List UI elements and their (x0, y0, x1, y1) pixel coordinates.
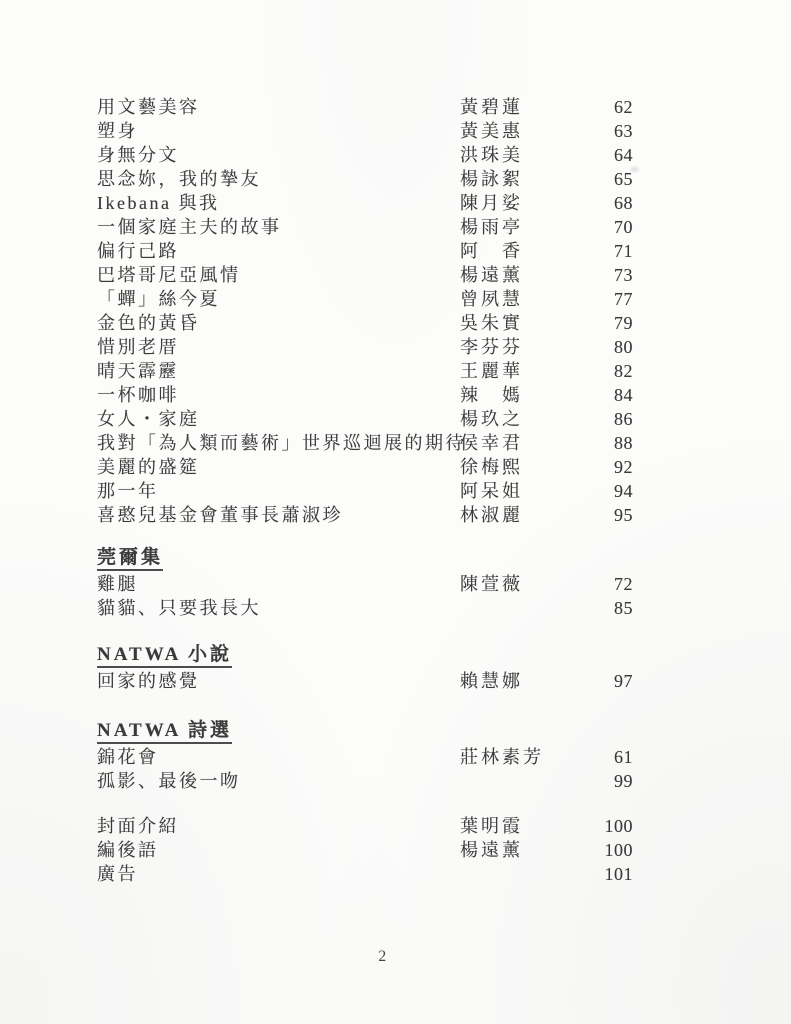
toc-item-author (460, 596, 588, 620)
toc-row (97, 383, 633, 407)
toc-item-page: 88 (614, 433, 633, 453)
toc-row (97, 407, 633, 431)
toc-item-page: 79 (614, 313, 633, 333)
toc-item-page: 65 (614, 169, 633, 189)
toc-item-author: 葉明霞 (460, 816, 523, 836)
toc-item-author: 楊詠絮 (460, 169, 523, 189)
toc-item-page: 63 (614, 121, 633, 141)
toc-row (97, 814, 633, 838)
toc-row (97, 838, 633, 862)
toc-item-page: 94 (614, 481, 633, 501)
toc-item-page: 72 (614, 574, 633, 594)
toc-item-title: 編後語 (97, 840, 159, 860)
toc-row (97, 596, 633, 620)
toc-row (97, 311, 633, 335)
toc-item-title: 廣告 (97, 864, 138, 884)
toc-item-author: 王麗華 (460, 361, 523, 381)
toc-item-author: 陳萱薇 (460, 574, 523, 594)
toc-item-author: 陳月娑 (460, 193, 523, 213)
toc-item-title: 那一年 (97, 481, 159, 501)
toc-item-author: 洪珠美 (460, 145, 523, 165)
toc-row (97, 335, 633, 359)
toc-item-title: 回家的感覺 (97, 671, 200, 691)
toc-row (97, 503, 633, 527)
toc-item-author (460, 769, 588, 793)
toc-item-title: 巴塔哥尼亞風情 (97, 265, 241, 285)
scan-artifact (630, 167, 639, 172)
toc-item-author: 阿 香 (460, 241, 523, 261)
toc-item-title: 晴天霹靂 (97, 361, 179, 381)
toc-row (97, 359, 633, 383)
toc-item-author: 阿呆姐 (460, 481, 523, 501)
toc-item-page: 97 (614, 671, 633, 691)
toc-item-author: 楊遠薰 (460, 840, 523, 860)
toc-row (97, 431, 633, 455)
toc-item-page: 73 (614, 265, 633, 285)
toc-item-title: 偏行己路 (97, 241, 179, 261)
toc-item-author: 楊遠薰 (460, 265, 523, 285)
toc-item-title: 我對「為人類而藝術」世界巡迴展的期待 (97, 433, 466, 453)
toc-item-page: 77 (614, 289, 633, 309)
toc-row (97, 479, 633, 503)
toc-item-page: 64 (614, 145, 633, 165)
toc-item-page: 84 (614, 385, 633, 405)
toc-item-page: 82 (614, 361, 633, 381)
toc-item-author: 曾夙慧 (460, 289, 523, 309)
toc-item-page: 95 (614, 505, 633, 525)
toc-row (97, 167, 633, 191)
toc-item-author: 賴慧娜 (460, 671, 523, 691)
table-of-contents (97, 95, 633, 886)
toc-item-author: 楊玖之 (460, 409, 523, 429)
toc-item-title: 喜憨兒基金會董事長蕭淑珍 (97, 505, 343, 525)
toc-item-author: 辣 媽 (460, 385, 523, 405)
toc-item-author: 楊雨亭 (460, 217, 523, 237)
toc-item-title: 雞腿 (97, 574, 138, 594)
toc-item-page: 100 (604, 840, 633, 860)
toc-item-page: 85 (614, 598, 633, 618)
section-header-label: NATWA 小說 (97, 644, 232, 668)
toc-row (97, 215, 633, 239)
toc-item-title: 身無分文 (97, 145, 179, 165)
toc-row (97, 95, 633, 119)
toc-item-title: 「蟬」絲今夏 (97, 289, 220, 309)
toc-row (97, 769, 633, 793)
section-header (97, 719, 633, 745)
toc-row (97, 287, 633, 311)
page-number: 2 (378, 948, 387, 965)
section-header-label: NATWA 詩選 (97, 720, 232, 744)
toc-item-title: 孤影、最後一吻 (97, 771, 241, 791)
toc-item-author: 黃碧蓮 (460, 97, 523, 117)
toc-item-page: 92 (614, 457, 633, 477)
toc-row (97, 572, 633, 596)
toc-item-title: 女人・家庭 (97, 409, 200, 429)
section-header (97, 546, 633, 572)
toc-item-page: 99 (614, 771, 633, 791)
toc-row (97, 745, 633, 769)
toc-item-page: 86 (614, 409, 633, 429)
toc-item-author: 林淑麗 (460, 505, 523, 525)
toc-row (97, 239, 633, 263)
toc-item-title: Ikebana 與我 (97, 193, 220, 213)
toc-item-title: 金色的黃昏 (97, 313, 200, 333)
toc-item-title: 惜別老厝 (97, 337, 179, 357)
toc-item-title: 封面介紹 (97, 816, 179, 836)
toc-item-title: 貓貓、只要我長大 (97, 598, 261, 618)
toc-item-page: 71 (614, 241, 633, 261)
toc-item-page: 80 (614, 337, 633, 357)
section-header-label: 莞爾集 (97, 547, 163, 571)
toc-item-page: 61 (614, 747, 633, 767)
toc-item-title: 塑身 (97, 121, 138, 141)
toc-item-author: 徐梅熙 (460, 457, 523, 477)
toc-item-page: 62 (614, 97, 633, 117)
toc-item-author: 黃美惠 (460, 121, 523, 141)
section-header (97, 643, 633, 669)
toc-item-title: 一杯咖啡 (97, 385, 179, 405)
toc-item-page: 70 (614, 217, 633, 237)
toc-item-title: 美麗的盛筵 (97, 457, 200, 477)
toc-item-title: 一個家庭主夫的故事 (97, 217, 282, 237)
toc-row (97, 119, 633, 143)
toc-row (97, 143, 633, 167)
toc-item-title: 錦花會 (97, 747, 159, 767)
toc-item-page: 101 (604, 864, 633, 884)
toc-item-page: 68 (614, 193, 633, 213)
toc-item-author: 吳朱實 (460, 313, 523, 333)
toc-row (97, 191, 633, 215)
toc-row (97, 455, 633, 479)
toc-row (97, 669, 633, 693)
toc-item-author: 李芬芬 (460, 337, 523, 357)
toc-item-author: 莊林素芳 (460, 747, 544, 767)
toc-row (97, 263, 633, 287)
toc-item-title: 思念妳，我的摯友 (97, 169, 261, 189)
toc-item-title: 用文藝美容 (97, 97, 200, 117)
toc-item-page: 100 (604, 816, 633, 836)
toc-item-author (460, 862, 588, 886)
toc-item-author: 侯幸君 (460, 433, 523, 453)
toc-row (97, 862, 633, 886)
